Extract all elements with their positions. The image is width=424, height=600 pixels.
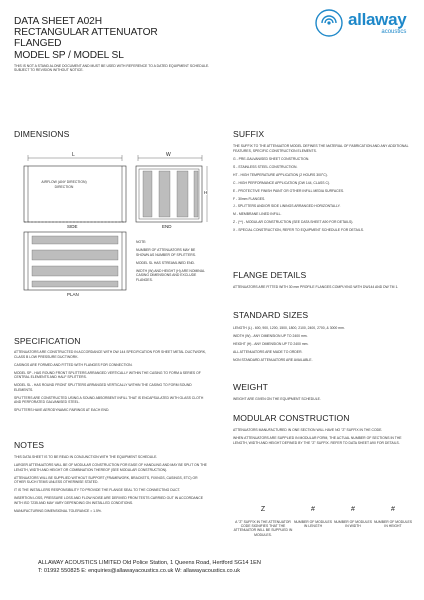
label-h: H — [204, 190, 208, 195]
modular-body — [233, 428, 413, 449]
suffix-heading: SUFFIX — [233, 129, 265, 139]
standard-sizes-body — [233, 326, 413, 366]
note-line: MODEL SL HAS STREAMLINED END. — [136, 260, 195, 265]
plan-label: PLAN — [67, 292, 79, 297]
suffix-body — [233, 144, 413, 236]
dimensions-heading: DIMENSIONS — [14, 129, 70, 139]
spec-paragraph: MODEL SL - HAS ROUND FRONT SPLITTERS ARRANGED VERTICALLY WITHIN THE CASING TO FORM SOUND ELEMENTS. — [14, 383, 192, 392]
suffix-item: G - PRE-GALVANISED SHEET CONSTRUCTION. — [233, 156, 310, 161]
modular-col-head: # — [311, 506, 315, 513]
notes-heading: NOTES — [14, 440, 45, 450]
note-line: NOTE: — [136, 240, 147, 244]
flange-text: ATTENUATORS ARE FITTED WITH 30 mm PROFILE FLANGES COMPLYING WITH DW144 AND DW TM 1. — [233, 285, 399, 289]
notes-paragraph: INSERTION LOSS, PRESSURE LOSS AND FLOW NOISE ARE DERIVED FROM TESTS CARRIED OUT IN ACCORDANCE WITH ISO 7235 AND MAY VARY DEPENDING ON INSTALLED CONDITIONS. — [14, 496, 203, 505]
title-line-1: DATA SHEET A02H — [14, 16, 102, 27]
dimension-diagram — [14, 150, 210, 328]
title-line-4: MODEL SP / MODEL SL — [14, 49, 124, 61]
size-row: HEIGHT (H) - ANY DIMENSION UP TO 2400 mm. — [233, 341, 309, 346]
specification-heading: SPECIFICATION — [14, 336, 81, 346]
weight-body — [233, 397, 413, 405]
modular-paragraph: ATTENUATORS MANUFACTURED IN ONE SECTION WILL HAVE NO "Z" SUFFIX IN THE CODE. — [233, 428, 383, 432]
end-label: END — [162, 224, 172, 229]
modular-col-head: # — [391, 506, 395, 513]
modular-code-table — [233, 506, 413, 537]
modular-col-z — [233, 506, 293, 537]
dimensions-drawing — [14, 150, 210, 328]
modular-col-caption: NUMBER OF MODULES IN LENGTH — [293, 520, 333, 529]
footer-contact[interactable]: T: 01992 550825 E: enquiries@allawayacoustics.co.uk W: allawayacoustics.co.uk — [38, 568, 241, 575]
weight-heading: WEIGHT — [233, 382, 268, 392]
side-label: SIDE — [67, 224, 78, 229]
brand-name: allaway — [348, 10, 407, 29]
spec-paragraph: CASINGS ARE FORMED AND FITTED WITH FLANGES FOR CONNECTION. — [14, 362, 133, 367]
suffix-item: HT - HIGH TEMPERATURE APPLICATION (2 HOURS 300°C). — [233, 172, 328, 177]
flange-body — [233, 285, 413, 293]
suffix-item: M - MEMBRANE LINED INFILL. — [233, 212, 282, 217]
title-block — [14, 16, 234, 73]
size-row: ALL ATTENUATORS ARE MADE TO ORDER. — [233, 349, 303, 354]
size-row: WIDTH (W) - ANY DIMENSION UP TO 2400 mm. — [233, 333, 308, 338]
airflow-label: AIRFLOW (ANY DIRECTION) DIRECTION — [41, 180, 87, 189]
title-line-3: FLANGED — [14, 38, 62, 50]
note-line: WIDTH (W) AND HEIGHT (H) ARE NOMINAL CASING DIMENSIONS AND EXCLUDE FLANGES. — [136, 268, 205, 282]
suffix-item: E - PROTECTIVE FINISH PAINT OR OTHER INFILL MEDIA SURFACES. — [233, 188, 345, 193]
spec-paragraph: SPLITTERS HAVE AERODYNAMIC FAIRINGS AT EACH END. — [14, 408, 110, 413]
modular-col-caption: NUMBER OF MODULES IN WIDTH — [333, 520, 373, 529]
modular-heading: MODULAR CONSTRUCTION — [233, 413, 350, 423]
suffix-item: S - STAINLESS STEEL CONSTRUCTION. — [233, 164, 298, 169]
footer — [38, 559, 261, 575]
notes-paragraph: LARGER ATTENUATORS WILL BE OF MODULAR CONSTRUCTION FOR EASE OF HANDLING AND MAY BE SPLIT ON THE LENGTH, WIDTH AND HEIGHT OR COMBINATION THEREOF (SEE MODULAR CONSTRUCTION). — [14, 462, 207, 472]
dimension-notes — [136, 240, 208, 286]
spec-paragraph: ATTENUATORS ARE CONSTRUCTED IN ACCORDANCE WITH DW 144 SPECIFICATION FOR SHEET METAL DUCTWORK, CLASS B LOW PRESSURE DUCTWORK. — [14, 350, 207, 359]
suffix-item: C - HIGH PERFORMANCE APPLICATION (DW 144, CLASS C). — [233, 180, 330, 185]
modular-col-caption: A "Z" SUFFIX IN THE ATTENUATOR CODE SIGNIFIES THAT THE ATTENUATOR WILL BE SUPPLIED IN MODULES. — [233, 520, 293, 537]
suffix-item: F - 30mm FLANGES. — [233, 196, 266, 201]
modular-col-height — [373, 506, 413, 537]
suffix-item: X - SPECIAL CONSTRUCTION, REFER TO EQUIPMENT SCHEDULE FOR DETAILS. — [233, 228, 364, 233]
suffix-item: J - SPLITTERS AND/OR SIDE LININGS ARRANGED HORIZONTALLY. — [233, 204, 341, 209]
flange-heading: FLANGE DETAILS — [233, 270, 307, 280]
footer-address: ALLAWAY ACOUSTICS LIMITED Old Police Station, 1 Queens Road, Hertford SG14 1EN — [38, 560, 261, 566]
notes-paragraph: ATTENUATORS WILL BE SUPPLIED WITHOUT SUPPORT (FRAMEWORK, BRACKETS, FIXINGS, CASINGS, ETC) OR OTHER SUCH ITEMS UNLESS OTHERWISE STATED. — [14, 475, 198, 485]
brand-logo — [314, 8, 406, 38]
notes-paragraph: IT IS THE INSTALLERS RESPONSIBILITY TO PROVIDE THE FLANGE SEAL TO THE CONNECTING DUCT. — [14, 488, 181, 493]
modular-col-caption: NUMBER OF MODULES IN HEIGHT — [373, 520, 413, 529]
suffix-item: Z - (**) - MODULAR CONSTRUCTION (SEE DATA SHEET A90 FOR DETAILS). — [233, 220, 354, 225]
title-line-2: RECTANGULAR ATTENUATOR — [14, 27, 158, 39]
specification-body — [14, 350, 210, 416]
notes-paragraph: MANUFACTURING DIMENSIONAL TOLERANCE = 1.5%. — [14, 508, 102, 513]
notes-body — [14, 455, 210, 517]
logo-mark-icon — [314, 8, 344, 38]
label-w: W — [166, 152, 171, 158]
size-row: NON STANDARD ATTENUATORS ARE AVAILABLE. — [233, 357, 313, 362]
suffix-intro: THE SUFFIX TO THE ATTENUATOR MODEL DEFINES THE MATERIAL OF FABRICATION AND ANY ADDITIONAL FEATURES, SPECIFIC CONSTRUCTION ELEMENTS. — [233, 144, 409, 153]
spec-paragraph: MODEL SP - HAS ROUND FRONT SPLITTERS ARRANGED VERTICALLY WITHIN THE CASING TO FORM A SERIES OF CENTRAL ELEMENTS AND HALF SPLITTERS. — [14, 370, 201, 380]
standard-sizes-heading: STANDARD SIZES — [233, 310, 309, 320]
brand-sub: acoustics — [381, 29, 407, 35]
modular-col-head: Z — [260, 506, 266, 513]
note-line: NUMBER OF ATTENUATORS MAY BE SHOWN AS NUMBER OF SPLITTERS. — [136, 247, 196, 257]
modular-col-width — [333, 506, 373, 537]
weight-text: WEIGHT ARE GIVEN ON THE EQUIPMENT SCHEDULE. — [233, 397, 321, 401]
notes-paragraph: THIS DATA SHEET IS TO BE READ IN CONJUNCTION WITH THE EQUIPMENT SCHEDULE. — [14, 455, 158, 459]
subtitle: THIS IS NOT A STAND ALONE DOCUMENT AND MUST BE USED WITH REFERENCE TO A DATED EQUIPMENT SCHEDULE. SUBJECT TO REVISION WITHOUT NOTICE. — [14, 63, 210, 73]
modular-paragraph: WHEN ATTENUATORS ARE SUPPLIED IN MODULAR FORM, THE ACTUAL NUMBER OF SECTIONS IN THE LENGTH, WIDTH AND HEIGHT DEFINED BY THE "Z" SUFFIX. REFER TO DATA SHEET A90 FOR DETAILS. — [233, 435, 402, 445]
modular-col-head: # — [351, 506, 355, 513]
spec-paragraph: SPLITTERS ARE CONSTRUCTED USING A SOUND ABSORBENT INFILL THAT IS ENCAPSULATED WITH GLASS CLOTH AND PERFORATED GALVANISED STEEL. — [14, 395, 204, 405]
modular-col-length — [293, 506, 333, 537]
size-row: LENGTH (L) - 600, 900, 1200, 1500, 1800, 2100, 2400, 2700, & 3000 mm. — [233, 326, 345, 330]
label-l: L — [72, 152, 75, 158]
